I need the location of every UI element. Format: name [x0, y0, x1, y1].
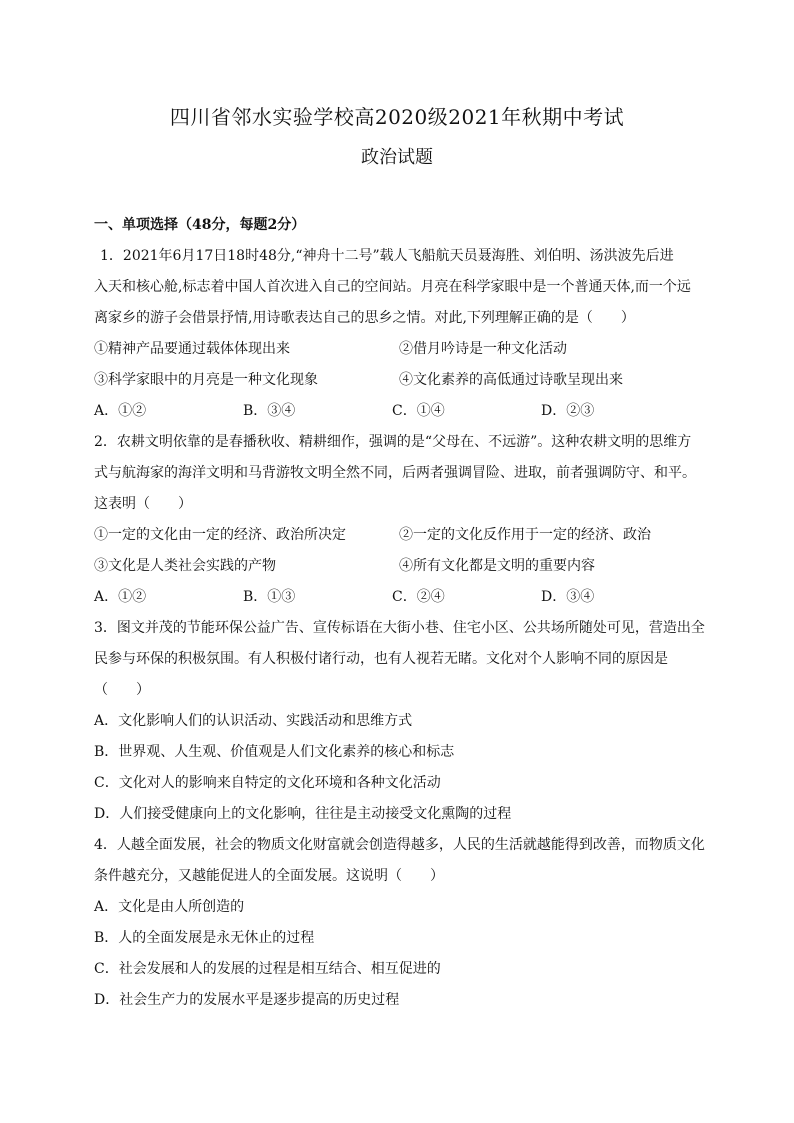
option-d: D．②③ [541, 403, 595, 419]
question-1 [94, 241, 706, 427]
question-text-line: 条件越充分，又越能促进人的全面发展。这说明（ ） [94, 868, 444, 884]
statement-4: ④所有文化都是文明的重要内容 [399, 558, 595, 574]
statement-2: ②一定的文化反作用于一定的经济、政治 [399, 527, 651, 543]
option-a: A．①② [94, 403, 147, 419]
option-d: D．③④ [541, 589, 595, 605]
option-c: C．社会发展和人的发展的过程是相互结合、相互促进的 [94, 961, 441, 977]
question-text-line: 这表明（ ） [94, 496, 192, 512]
question-text-line: 离家乡的游子会借景抒情,用诗歌表达自己的思乡之情。对此,下列理解正确的是（ ） [94, 310, 635, 326]
option-b: B．③④ [243, 403, 296, 419]
option-b: B．世界观、人生观、价值观是人们文化素养的核心和标志 [94, 744, 455, 760]
question-text-line: 入天和核心舱,标志着中国人首次进入自己的空间站。月亮在科学家眼中是一个普通天体,而一个远 [94, 279, 691, 295]
option-a: A．文化是由人所创造的 [94, 899, 245, 915]
question-text-line: （ ） [94, 682, 150, 698]
option-row [94, 582, 706, 613]
option-d: D．社会生产力的发展水平是逐步提高的历史过程 [94, 992, 400, 1008]
question-2 [94, 427, 706, 613]
statement-row [94, 334, 706, 365]
option-b: B．人的全面发展是永无休止的过程 [94, 930, 315, 946]
option-a: A．①② [94, 589, 147, 605]
statement-row [94, 365, 706, 396]
option-row [94, 396, 706, 427]
option-b: B．①③ [243, 589, 296, 605]
question-text-line: 民参与环保的积极氛围。有人积极付诸行动，也有人视若无睹。文化对个人影响不同的原因是 [94, 651, 668, 667]
option-c: C．①④ [392, 403, 445, 419]
question-text-line: 3．图文并茂的节能环保公益广告、宣传标语在大街小巷、住宅小区、公共场所随处可见，营造出全 [94, 620, 705, 636]
statement-row [94, 551, 706, 582]
question-body [94, 210, 706, 1016]
section-heading: 一、单项选择（48分，每题2分） [94, 217, 306, 233]
question-text-line: 4．人越全面发展，社会的物质文化财富就会创造得越多，人民的生活就越能得到改善，而物质文化 [94, 837, 705, 853]
question-text-line: 式与航海家的海洋文明和马背游牧文明全然不同，后两者强调冒险、进取，前者强调防守、和平。 [94, 465, 696, 481]
question-text-line: 1．2021年6月17日18时48分,“神舟十二号”载人飞船航天员聂海胜、刘伯明、汤洪波先后进 [100, 248, 674, 264]
option-c: C．文化对人的影响来自特定的文化环境和各种文化活动 [94, 775, 441, 791]
question-4 [94, 830, 706, 1016]
option-d: D．人们接受健康向上的文化影响，往往是主动接受文化熏陶的过程 [94, 806, 512, 822]
statement-3: ③文化是人类社会实践的产物 [94, 558, 276, 574]
statement-1: ①精神产品要通过载体体现出来 [94, 341, 290, 357]
question-3 [94, 613, 706, 830]
page-title: 四川省邻水实验学校高2020级2021年秋期中考试 [169, 105, 625, 129]
option-a: A．文化影响人们的认识活动、实践活动和思维方式 [94, 713, 413, 729]
question-text-line: 2．农耕文明依靠的是春播秋收、精耕细作，强调的是“父母在、不远游”。这种农耕文明的思维方 [94, 434, 692, 450]
statement-2: ②借月吟诗是一种文化活动 [399, 341, 567, 357]
statement-4: ④文化素养的高低通过诗歌呈现出来 [399, 372, 623, 388]
statement-row [94, 520, 706, 551]
statement-3: ③科学家眼中的月亮是一种文化现象 [94, 372, 318, 388]
page-subtitle: 政治试题 [361, 147, 433, 168]
option-c: C．②④ [392, 589, 445, 605]
statement-1: ①一定的文化由一定的经济、政治所决定 [94, 527, 346, 543]
